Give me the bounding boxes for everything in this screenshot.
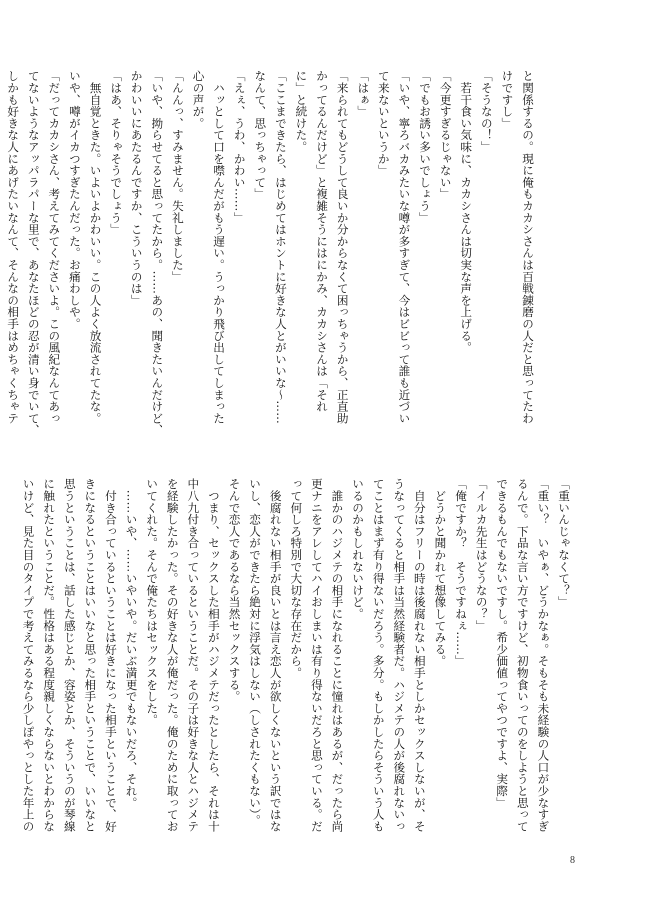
text-line: てないようなアッパラパーな里で、あなたほどの忍が清い身でいて、 xyxy=(26,70,41,436)
page-number: 8 xyxy=(570,855,575,866)
text-line: いし、恋人ができたら絶対に浮気はしない（しされたくもない）。 xyxy=(248,478,263,827)
text-line: かってるんだけど」と複雑そうにはにかみ、カカシさんは「それ xyxy=(315,70,330,413)
text-line: 中八九付き合っているということだ。その子は好きな人とハジメテ xyxy=(186,478,201,832)
text-line: 「そうなの！」 xyxy=(479,70,494,153)
text-line: 心の声が。 xyxy=(191,70,206,129)
text-line: 「今更すぎるじゃない」 xyxy=(438,70,453,200)
text-line: かわいいにあたるんですか、こういうのは」 xyxy=(129,70,144,306)
text-line: に触れたということだ。性格はある程度親しくならないとわからな xyxy=(42,478,57,832)
text-line: て来ないというか」 xyxy=(376,70,391,177)
text-line: つまり、セックスした相手がハジメテだったとしたら、それは十 xyxy=(206,478,221,832)
text-line: 「でもお誘い多いでしょう」 xyxy=(418,70,433,224)
text-line: を経験したかった。その好きな人が俺だった。俺のために取ってお xyxy=(165,478,180,832)
text-line: るんで。下品な言い方ですけど、初物食いってのをしようと思って xyxy=(515,478,530,832)
text-line: 「いや、寧ろバカみたいな噂が多すぎて、今はビビって誰も近づい xyxy=(397,70,412,424)
text-line: 自分はフリーの時は後腐れない相手としかセックスしないが、そ xyxy=(412,478,427,832)
text-line: 「イルカ先生はどうなの？」 xyxy=(474,478,489,632)
text-line: できるもんでもないですし。希少価値ってやつですよ、実際」 xyxy=(495,478,510,809)
text-line: 「俺ですか？ そうですねぇ……」 xyxy=(454,478,469,667)
text-line: 誰かのハジメテの相手になれることに憧れはあるが、だったら尚 xyxy=(330,478,345,832)
text-line: と関係するの。現に俺もカカシさんは百戦錬磨の人だと思ってたわ xyxy=(521,70,535,424)
text-line: 「はぁ」 xyxy=(356,70,371,118)
text-line: いてくれた。そんで俺たちはセックスをした。 xyxy=(145,478,160,726)
text-line: 更ナニをアレしてハイおしまいは有り得ないだろと思っている。だ xyxy=(309,478,324,832)
text-line: いや、噂がイカつすぎたんだった。お痛わしや。 xyxy=(67,70,82,330)
text-line: けですし」 xyxy=(500,70,515,129)
text-line: 「んんっ、すみません。失礼しました」 xyxy=(170,70,185,283)
text-line: 「はあ、そりゃそうでしょう」 xyxy=(109,70,124,236)
lower-text-block xyxy=(21,478,574,858)
text-line: ハッとして口を噤んだがもう遅い。うっかり飛び出してしまった xyxy=(212,70,227,424)
text-line: てことはまず有り得ないだろう。多分。もしかしたらそういう人も xyxy=(371,478,386,832)
text-line: どうかと聞かれて想像してみる。 xyxy=(433,478,448,667)
text-line: 付き合っているということは好きになった相手ということで、好 xyxy=(103,478,118,832)
text-line: うなってくると相手は当然経験者だ。ハジメテの人が後腐れないっ xyxy=(392,478,407,832)
text-line: 無自覚ときた。いよいよかわいい。この人よく放流されてたな。 xyxy=(88,70,103,424)
text-line: きになるということはいいなと思った相手ということで、いいなと xyxy=(83,478,98,832)
text-line: 「重いんじゃなくて？」 xyxy=(557,478,571,608)
text-line: いるのかもしれないけど。 xyxy=(351,478,366,620)
text-line: 「いや、拗らせてると思ってたから。……あの、聞きたいんだけど、 xyxy=(150,70,165,436)
text-line: 後腐れない相手が良いとは言え恋人が欲しくないという訳ではな xyxy=(268,478,283,832)
text-line: に」と続けた。 xyxy=(294,70,309,153)
text-line: そんで恋人であるなら当然セックスする。 xyxy=(227,478,242,703)
text-line: って何しろ特別で大切な存在だから。 xyxy=(289,478,304,679)
text-line: ……いや、……いやいや。だいぶ満更でもないだろ、それ。 xyxy=(124,478,139,809)
upper-text-block xyxy=(6,70,538,436)
text-line: なんて、思っちゃって」 xyxy=(253,70,268,200)
text-line: 若干食い気味に、カカシさんは切実な声を上げる。 xyxy=(459,70,474,354)
text-line: しかも好きな人にあげたいなんて、そんなの相手はめちゃくちゃテ xyxy=(6,70,21,424)
text-line: 「えぇ、うわ、かわい……」 xyxy=(232,70,247,224)
text-line: 「重い？ いやぁ、どうかなぁ。そもそも未経験の人口が少なすぎ xyxy=(536,478,551,832)
text-line: 「ここまできたら、はじめてはホントに好きな人とがいいな〜…… xyxy=(273,70,288,424)
text-line: 「だってカカシさん、考えてみてくださいよ。この風紀なんてあっ xyxy=(47,70,62,424)
text-line: 「来られてもどうして良いか分からなくて困っちゃうから、正直助 xyxy=(335,70,350,424)
text-line: いけど、見た目のタイプで考えてみるなら少しぽやっとした年上の xyxy=(21,478,36,832)
text-line: 思うということは、話した感じとか、容姿とか、そういうのが琴線 xyxy=(62,478,77,832)
